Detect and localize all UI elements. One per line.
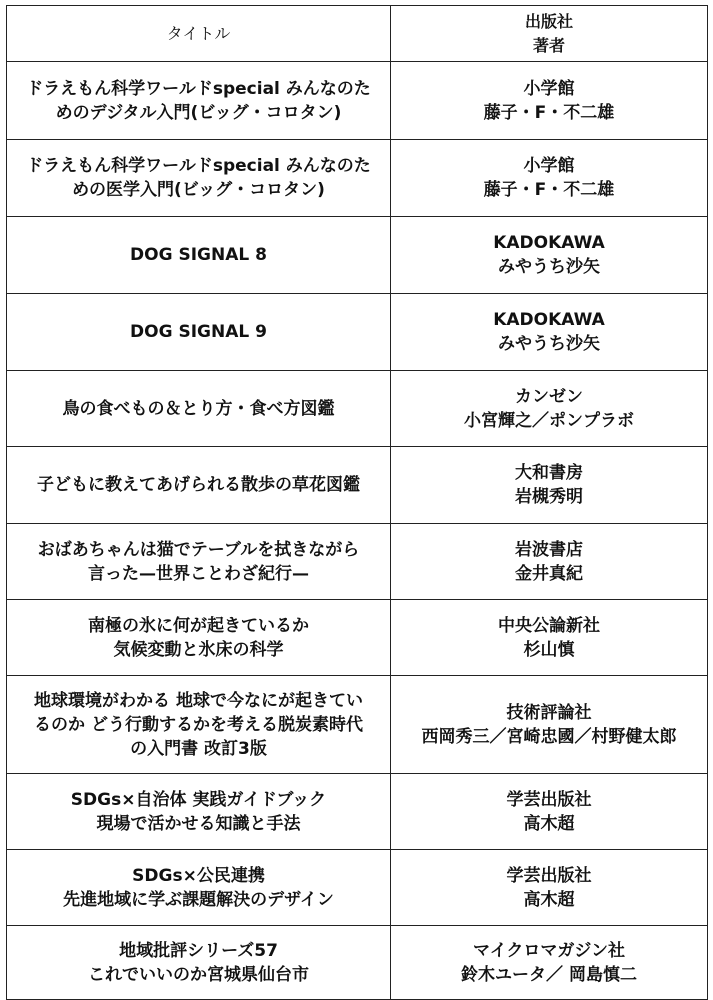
book-title-cell [7,774,391,850]
book-title-line: 先進地域に学ぶ課題解決のデザイン [63,889,334,910]
author-name: 高木超 [523,813,575,834]
book-title-line: 言った—世界ことわざ紀行— [88,563,309,584]
book-title-line: るのか どう行動するかを考える脱炭素時代 [34,714,363,735]
author-name: 西岡秀三／宮崎忠國／村野健太郎 [421,726,677,747]
publisher-author-cell [391,447,708,524]
book-title-line: めのデジタル入門(ビッグ・コロタン) [55,102,342,123]
table-row [7,774,708,850]
author-name: 杉山慎 [523,639,575,660]
book-title-line: 現場で活かせる知識と手法 [96,813,301,834]
table-row [7,294,708,371]
book-title-line: DOG SIGNAL 9 [130,322,267,342]
publisher-name: 中央公論新社 [498,615,600,636]
publisher-author-cell [391,850,708,926]
book-title-cell [7,524,391,600]
table-row [7,62,708,140]
book-title-line: DOG SIGNAL 8 [130,245,267,265]
table-row [7,447,708,524]
author-name: 岩槻秀明 [515,487,583,507]
publisher-author-cell [391,294,708,371]
publisher-author-cell [391,774,708,850]
table-row [7,371,708,447]
book-title-line: 地球環境がわかる 地球で今なにが起きてい [34,690,363,711]
publisher-name: KADOKAWA [493,233,605,253]
publisher-name: カンゼン [515,386,583,407]
book-title-line: これでいいのか宮城県仙台市 [88,964,309,985]
book-title-line: ドラえもん科学ワールドspecial みんなのた [26,156,371,176]
author-name: 鈴木ユータ／ 岡島慎二 [461,964,637,985]
author-header-label: 著者 [532,35,565,55]
author-name: 小宮輝之／ポンプラボ [464,410,634,431]
publisher-name: 小学館 [523,78,575,99]
book-title-line: 気候変動と氷床の科学 [113,639,284,660]
book-title-line: 地域批評シリーズ57 [119,940,278,961]
author-name: 藤子・F・不二雄 [483,102,615,123]
publisher-author-cell [391,600,708,676]
publisher-author-cell [391,140,708,217]
author-name: 藤子・F・不二雄 [483,180,615,200]
book-title-line: SDGs×公民連携 [132,865,265,886]
book-title-line: の入門書 改訂3版 [130,738,267,759]
book-title-line: めの医学入門(ビッグ・コロタン) [72,180,325,200]
publisher-name: 学芸出版社 [506,865,592,886]
publisher-name: 学芸出版社 [506,789,592,810]
book-title-cell [7,371,391,447]
publisher-author-cell [391,676,708,774]
publisher-author-cell [391,524,708,600]
publisher-name: 大和書房 [515,463,583,483]
publisher-author-cell [391,371,708,447]
table-row [7,600,708,676]
book-title-cell [7,600,391,676]
table-row [7,524,708,600]
title-header-label: タイトル [166,23,231,43]
book-title-cell [7,850,391,926]
table-row [7,217,708,294]
publisher-name: マイクロマガジン社 [473,940,625,961]
book-title-cell [7,926,391,1000]
table-row [7,850,708,926]
book-title-line: 子どもに教えてあげられる散歩の草花図鑑 [37,475,360,495]
publisher-name: 岩波書店 [515,539,583,560]
author-name: 金井真紀 [515,563,583,584]
book-title-line: 鳥の食べもの＆とり方・食べ方図鑑 [62,398,335,419]
author-name: みやうち沙矢 [498,334,600,354]
publisher-name: 技術評論社 [506,702,592,723]
table-row [7,140,708,217]
book-title-cell [7,447,391,524]
book-title-line: SDGs×自治体 実践ガイドブック [70,789,327,810]
author-name: 高木超 [523,889,575,910]
book-title-cell [7,140,391,217]
publisher-author-cell [391,62,708,140]
book-title-line: おばあちゃんは猫でテーブルを拭きながら [37,539,360,560]
title-column-header [7,6,391,62]
header-row [7,6,708,62]
publisher-name: KADOKAWA [493,310,605,330]
book-title-line: 南極の氷に何が起きているか [88,615,309,636]
publisher-author-cell [391,217,708,294]
book-title-cell [7,676,391,774]
publisher-author-cell [391,926,708,1000]
table-row [7,676,708,774]
publisher-header-label: 出版社 [524,11,573,31]
book-title-cell [7,62,391,140]
book-title-cell [7,294,391,371]
author-name: みやうち沙矢 [498,257,600,277]
publisher-author-column-header [391,6,708,62]
book-title-line: ドラえもん科学ワールドspecial みんなのた [26,78,371,99]
book-title-cell [7,217,391,294]
book-list-table [6,5,708,1000]
table-row [7,926,708,1000]
publisher-name: 小学館 [523,156,575,176]
